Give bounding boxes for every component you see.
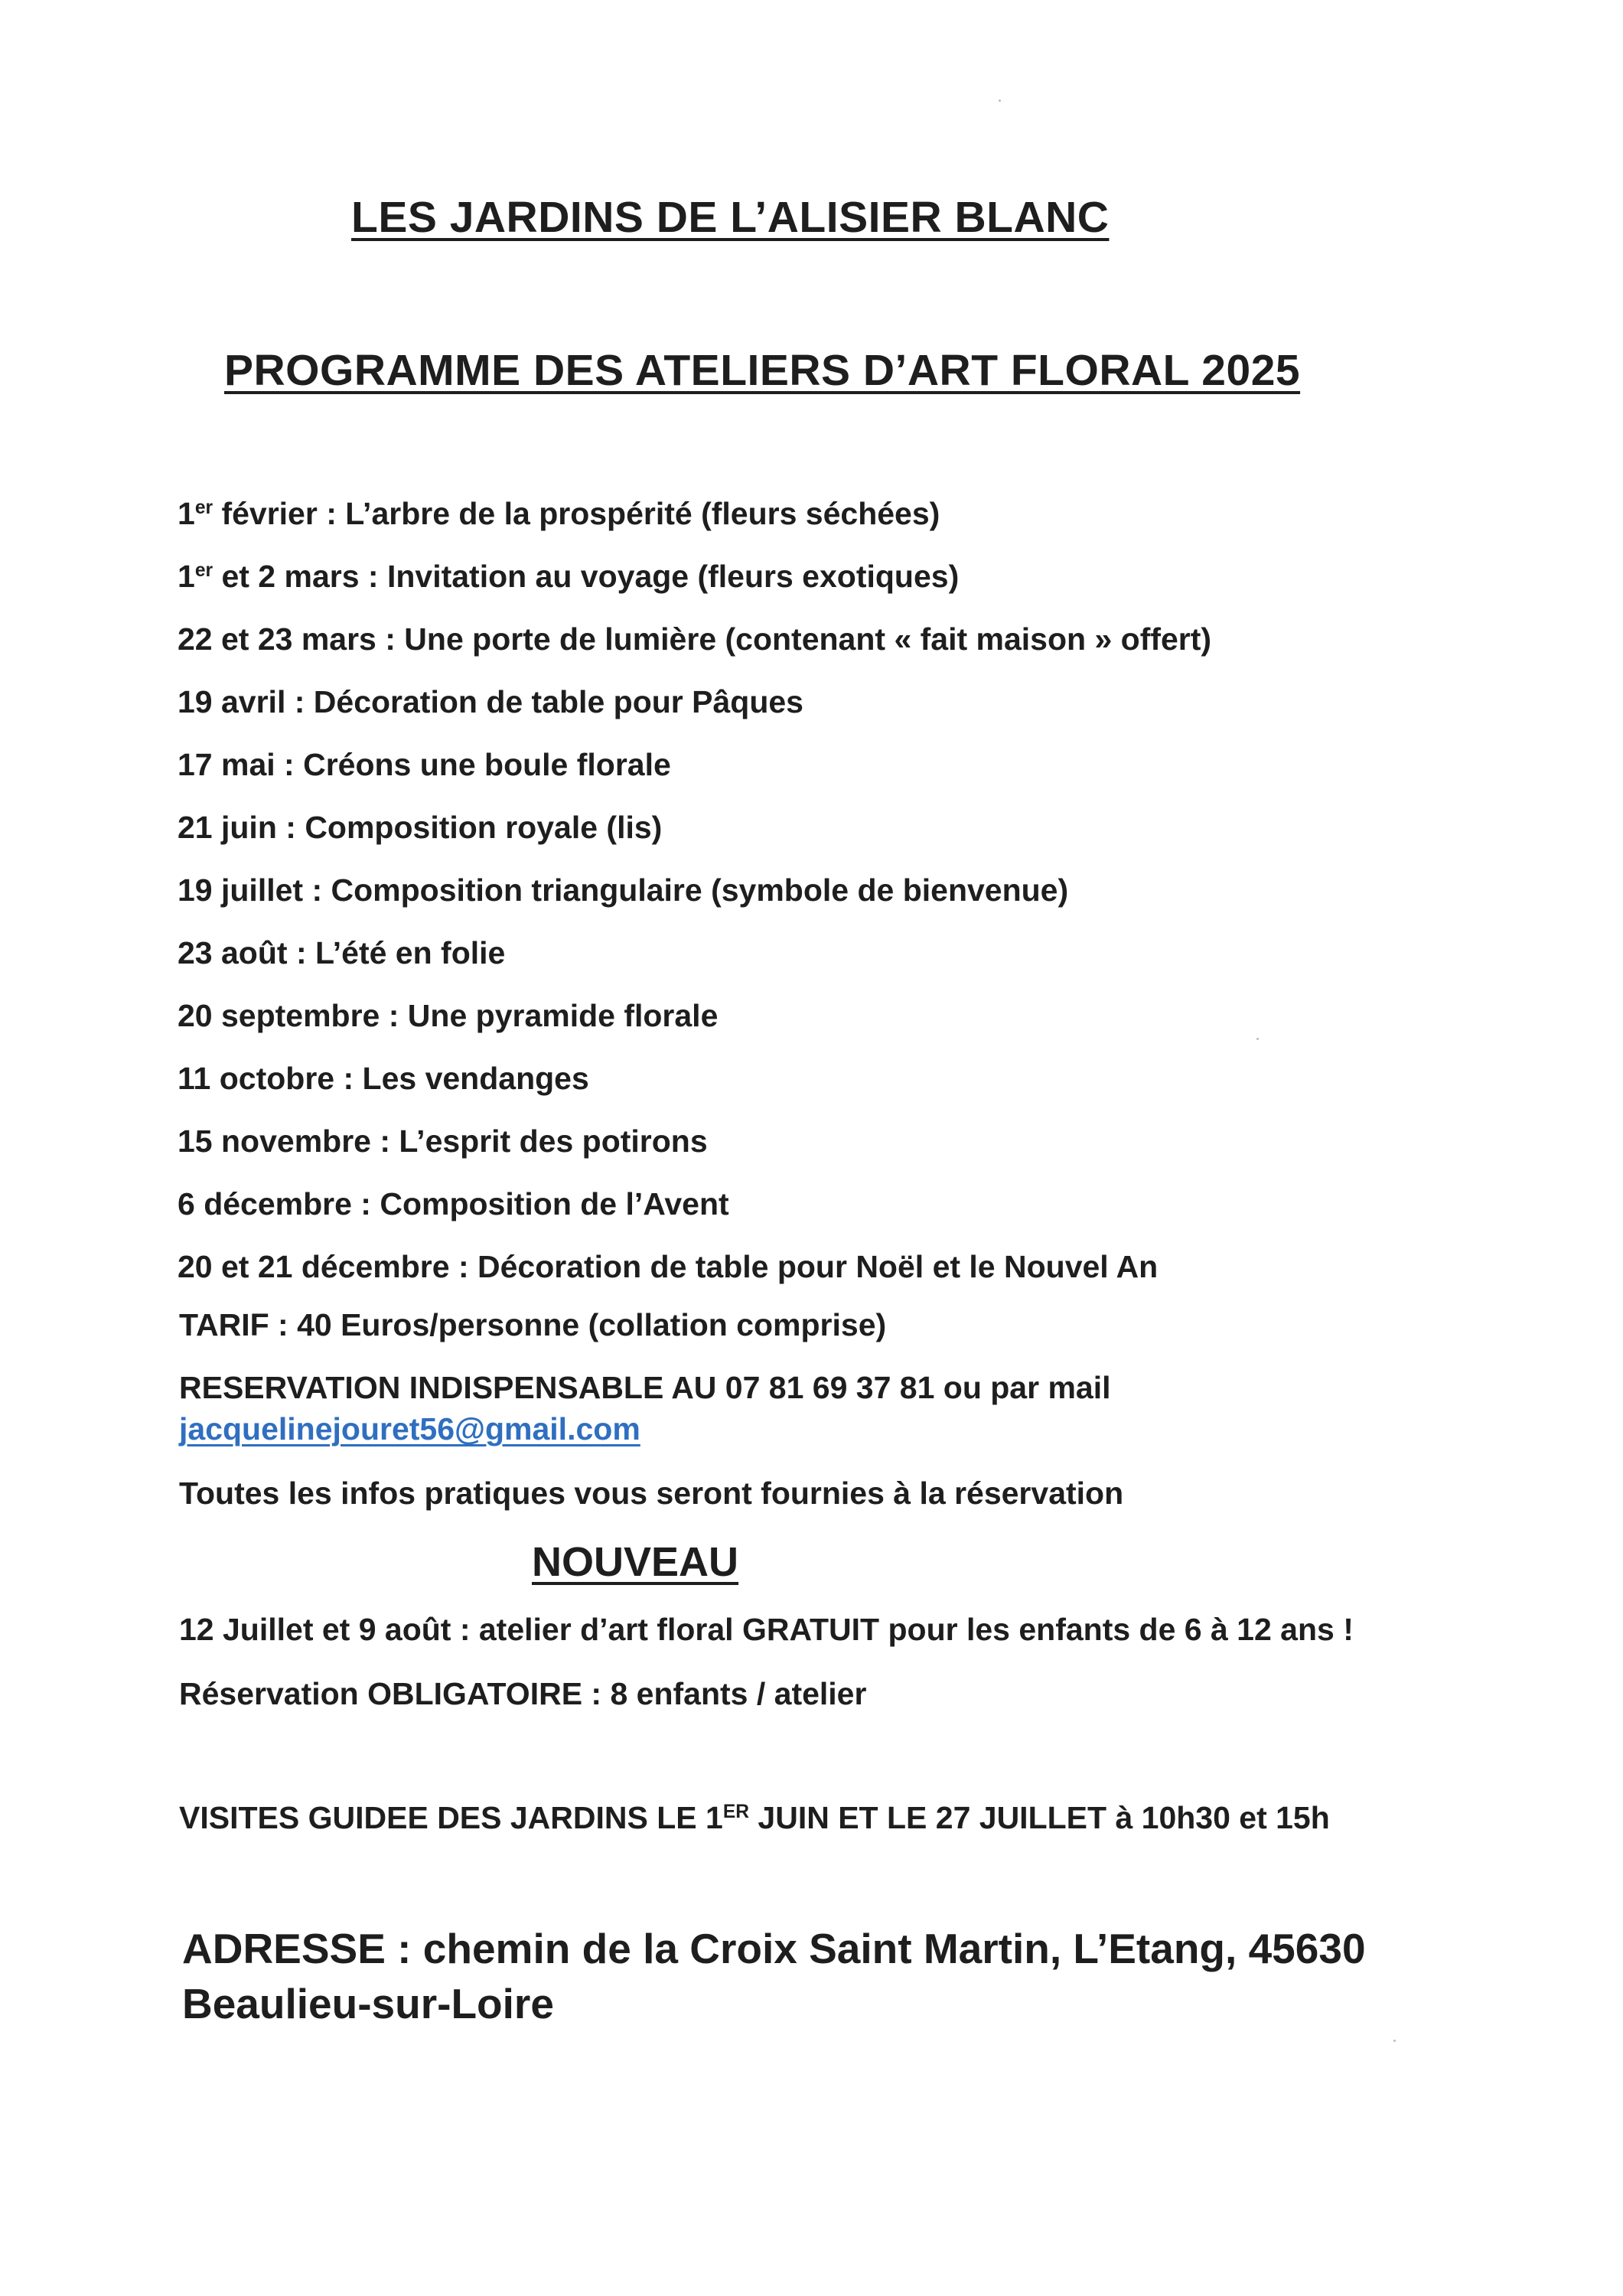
address-line-2: Beaulieu-sur-Loire xyxy=(182,1980,554,2027)
guided-visits-line xyxy=(179,1800,1330,1836)
workshop-separator: : xyxy=(317,496,346,531)
program-title-heading: PROGRAMME DES ATELIERS D’ART FLORAL 2025 xyxy=(224,346,1301,395)
workshop-topic: L’arbre de la prospérité (fleurs séchées) xyxy=(345,496,940,531)
workshop-topic: Composition triangulaire (symbole de bienvenue) xyxy=(331,872,1069,908)
visits-text-sup: ER xyxy=(722,1802,750,1823)
workshop-separator: : xyxy=(303,872,331,908)
garden-name-heading: LES JARDINS DE L’ALISIER BLANC xyxy=(351,193,1110,242)
workshop-separator: : xyxy=(370,1124,399,1159)
workshop-item xyxy=(178,872,1068,908)
workshop-item xyxy=(178,684,803,720)
workshop-date-ordinal: er xyxy=(194,497,213,519)
workshop-item xyxy=(178,810,662,846)
reservation-info-line: Toutes les infos pratiques vous seront fournies à la réservation xyxy=(179,1476,1124,1511)
workshop-separator: : xyxy=(334,1061,363,1096)
workshop-item xyxy=(178,559,959,595)
workshop-date: 1 xyxy=(178,559,195,594)
nouveau-heading: NOUVEAU xyxy=(532,1539,739,1585)
workshop-date: 22 et 23 mars xyxy=(178,621,376,657)
workshop-item xyxy=(178,747,671,783)
workshop-topic: Une porte de lumière (contenant « fait maison » offert) xyxy=(404,621,1212,657)
workshop-item xyxy=(178,935,505,971)
workshop-item xyxy=(178,1124,708,1159)
workshop-separator: : xyxy=(276,810,305,845)
workshop-date: 17 mai xyxy=(178,747,275,782)
workshop-item xyxy=(178,1249,1158,1285)
reservation-line: RESERVATION INDISPENSABLE AU 07 81 69 37 81 ou par mail xyxy=(179,1370,1111,1405)
workshop-date: 1 xyxy=(178,496,195,531)
workshop-topic: Créons une boule florale xyxy=(303,747,671,782)
workshop-topic: L’été en folie xyxy=(314,935,506,970)
workshop-separator: : xyxy=(351,1186,380,1221)
workshop-item xyxy=(178,1186,729,1222)
reservation-email-link[interactable]: jacquelinejouret56@gmail.com xyxy=(179,1411,640,1446)
workshop-topic: L’esprit des potirons xyxy=(399,1124,708,1159)
workshop-topic: Décoration de table pour Pâques xyxy=(313,684,803,719)
kids-reservation-line: Réservation OBLIGATOIRE : 8 enfants / atelier xyxy=(179,1676,867,1711)
workshop-separator: : xyxy=(275,747,304,782)
workshop-separator: : xyxy=(285,684,314,719)
workshop-date-suffix: février xyxy=(213,496,318,531)
scan-speck xyxy=(1393,2040,1396,2042)
workshop-separator: : xyxy=(359,559,387,594)
workshop-date: 6 décembre xyxy=(178,1186,352,1221)
workshop-date: 15 novembre xyxy=(178,1124,371,1159)
workshop-topic: Composition royale (lis) xyxy=(305,810,663,845)
scan-speck xyxy=(1256,1038,1259,1040)
workshop-item xyxy=(178,998,718,1034)
workshop-date-ordinal: er xyxy=(194,560,213,582)
visits-text-post: JUIN ET LE 27 JUILLET à 10h30 et 15h xyxy=(749,1800,1330,1835)
workshop-topic: Les vendanges xyxy=(362,1061,589,1096)
workshop-topic: Une pyramide florale xyxy=(407,998,719,1033)
workshop-separator: : xyxy=(380,998,408,1033)
workshop-date: 11 octobre xyxy=(178,1061,335,1096)
workshop-date: 19 juillet xyxy=(178,872,304,908)
workshop-topic: Composition de l’Avent xyxy=(380,1186,729,1221)
workshop-separator: : xyxy=(449,1249,477,1284)
tarif-line: TARIF : 40 Euros/personne (collation comprise) xyxy=(179,1307,887,1342)
workshop-item xyxy=(178,621,1211,657)
workshop-date: 19 avril xyxy=(178,684,286,719)
address-line-1: ADRESSE : chemin de la Croix Saint Martin, L’Etang, 45630 xyxy=(182,1925,1366,1972)
workshop-date: 20 et 21 décembre xyxy=(178,1249,450,1284)
workshop-item xyxy=(178,1061,589,1097)
workshop-date: 21 juin xyxy=(178,810,277,845)
kids-workshop-line: 12 Juillet et 9 août : atelier d’art floral GRATUIT pour les enfants de 6 à 12 ans ! xyxy=(179,1612,1354,1647)
scan-speck xyxy=(999,99,1001,102)
workshop-date-suffix: et 2 mars xyxy=(213,559,360,594)
workshop-separator: : xyxy=(287,935,315,970)
workshop-date: 23 août xyxy=(178,935,288,970)
workshop-separator: : xyxy=(376,621,405,657)
visits-text-pre: VISITES GUIDEE DES JARDINS LE 1 xyxy=(179,1800,723,1835)
workshop-topic: Décoration de table pour Noël et le Nouvel An xyxy=(477,1249,1159,1284)
workshop-topic: Invitation au voyage (fleurs exotiques) xyxy=(386,559,960,594)
workshop-date: 20 septembre xyxy=(178,998,380,1033)
workshop-item xyxy=(178,496,940,532)
